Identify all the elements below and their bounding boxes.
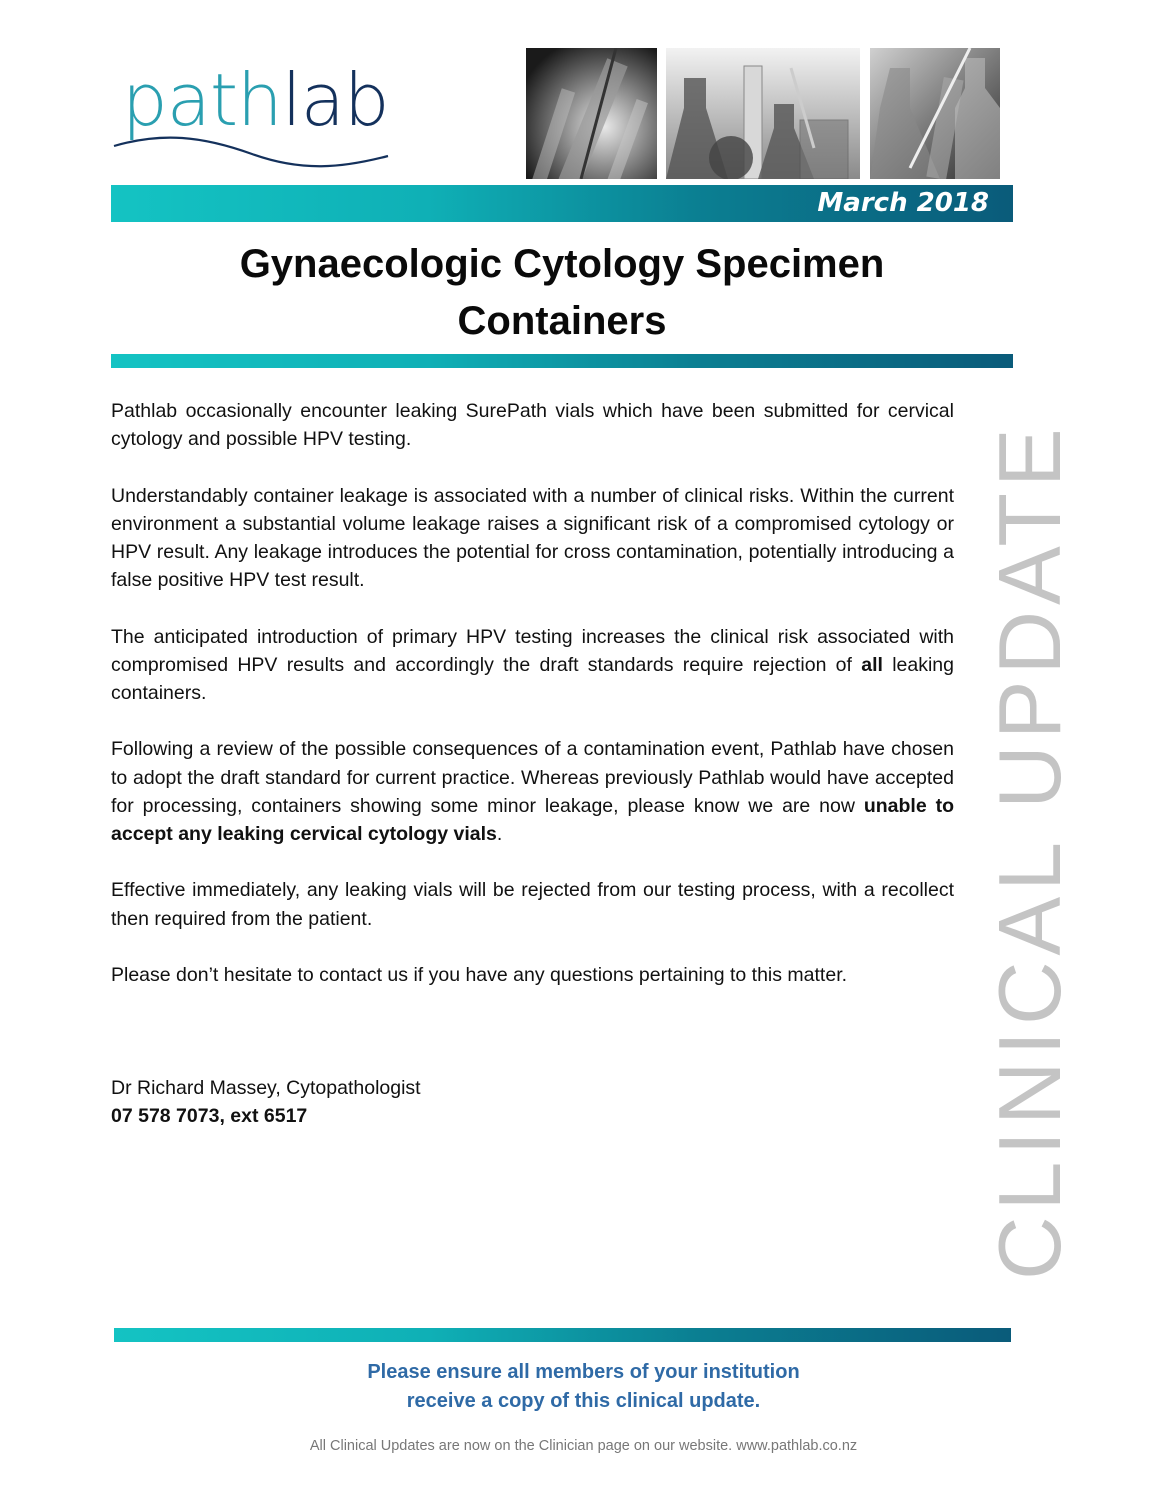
footer-note-line-2: receive a copy of this clinical update.: [406, 1390, 761, 1412]
contact-phone: 07 578 7073, ext 6517: [111, 1105, 308, 1128]
lab-glassware-photo-3: [870, 48, 1000, 179]
document-title: [111, 236, 1013, 350]
paragraph-5: Effective immediately, any leaking vials will be rejected from our testing process, with a recollect then required from the patient.: [111, 879, 954, 930]
logo-wordmark: [122, 60, 389, 140]
issue-date: March 2018: [817, 188, 989, 218]
paragraph-3-tail: leaking containers.: [111, 653, 954, 704]
lab-glassware-photo-1: [526, 48, 657, 179]
footer-divider: [114, 1328, 1011, 1342]
document-body: [111, 397, 954, 1017]
logo-lab-text: lab: [281, 58, 389, 142]
paragraph-4-text: Following a review of the possible consequences of a contamination event, Pathlab have chosen to adopt the draft standard for current practice. Whereas previously Pathlab would have accepted for processing, containers showing some minor leakage, please know we are now: [111, 738, 954, 817]
title-line-1: Gynaecologic Cytology Specimen: [239, 242, 885, 286]
paragraph-2: Understandably container leakage is associated with a number of clinical risks. Within the current environment a substantial volume leakage raises a significant risk of a compromised cytology or HPV result. Any leakage introduces the potential for cross contamination, potentially introducing a false positive HPV test result.: [111, 484, 954, 592]
footer-website-note: All Clinical Updates are now on the Clinician page on our website. www.pathlab.co.nz: [309, 1438, 858, 1454]
date-banner: [111, 185, 1013, 222]
paragraph-4-tail: .: [496, 823, 503, 845]
logo-path-text: path: [122, 58, 282, 142]
logo-wave-icon: [112, 132, 402, 172]
footer-distribution-note: [111, 1358, 1056, 1416]
clinical-update-side-label: CLINICAL UPDATE: [980, 422, 1079, 1280]
paragraph-4: [111, 735, 954, 848]
lab-glassware-photo-2: [666, 48, 860, 179]
signatory-name: Dr Richard Massey, Cytopathologist: [111, 1077, 421, 1099]
pathlab-logo: [112, 60, 402, 180]
footer-note-line-1: Please ensure all members of your institution: [367, 1361, 800, 1383]
paragraph-6: Please don’t hesitate to contact us if you have any questions pertaining to this matter.: [111, 963, 848, 986]
paragraph-3-text: The anticipated introduction of primary HPV testing increases the clinical risk associated with compromised HPV results and accordingly the draft standards require rejection of: [111, 625, 954, 676]
paragraph-4-emphasis: unable to accept any leaking cervical cytology vials: [111, 794, 954, 845]
paragraph-1: Pathlab occasionally encounter leaking SurePath vials which have been submitted for cervical cytology and possible HPV testing.: [111, 400, 954, 451]
signature-block: [111, 1074, 421, 1130]
paragraph-3: [111, 623, 954, 708]
title-divider: [111, 354, 1013, 368]
paragraph-3-emphasis: all: [861, 653, 883, 676]
title-line-2: Containers: [457, 299, 667, 343]
